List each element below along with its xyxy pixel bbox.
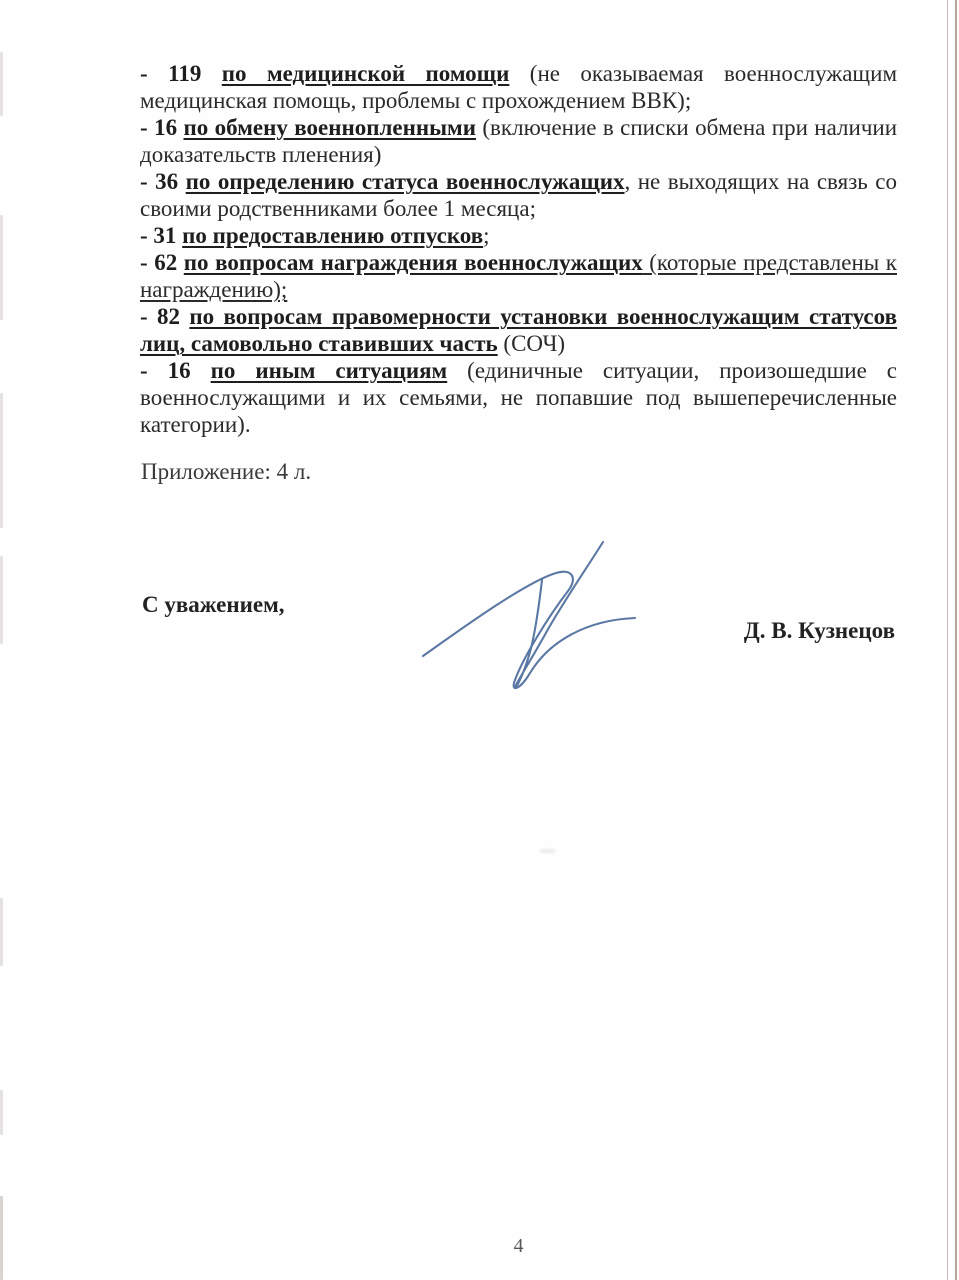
item-title: по обмену военнопленными xyxy=(183,115,476,140)
item-text: ; xyxy=(483,223,490,248)
page-number: 4 xyxy=(513,1235,524,1257)
item-count: - 36 xyxy=(140,169,186,194)
item-title: по вопросам награждения военнослужащих xyxy=(183,250,643,275)
scan-edge-mark xyxy=(0,215,3,320)
list-item-other-situations xyxy=(140,357,897,438)
item-text: (не оказываемая военнослужащим медицинская помощь, проблемы с прохождением ВВК); xyxy=(140,61,897,113)
list-item-awards xyxy=(140,249,897,303)
scan-edge-mark xyxy=(0,898,3,966)
item-title: по определению статуса военнослужащих xyxy=(185,169,625,194)
item-title: по предоставлению отпусков xyxy=(182,223,484,248)
signature-image xyxy=(416,534,646,692)
item-count: - 82 xyxy=(140,304,190,329)
scan-line-artifact xyxy=(947,0,948,1280)
item-count: - 16 xyxy=(140,115,184,140)
scan-edge-mark xyxy=(0,393,3,528)
list-item-status-determination xyxy=(140,168,897,222)
attachment-note: Приложение: 4 л. xyxy=(141,459,312,484)
closing-salutation: С уважением, xyxy=(142,592,285,617)
item-title: по медицинской помощи xyxy=(221,61,510,86)
list-item-pow-exchange xyxy=(140,114,897,168)
scan-edge-mark xyxy=(0,1090,3,1135)
list-item-leave-provision xyxy=(140,222,897,249)
scan-line-artifact xyxy=(955,0,957,1280)
item-count: - 119 xyxy=(140,61,222,86)
scan-edge-mark xyxy=(0,556,3,644)
item-title: по иным ситуациям xyxy=(210,358,448,383)
item-title: по вопросам правомерности установки военнослужащим статусов лиц, самовольно ставивших часть xyxy=(140,304,897,356)
item-count: - 31 xyxy=(140,223,183,248)
signer-name: Д. В. Кузнецов xyxy=(743,618,895,643)
item-text: (СОЧ) xyxy=(497,331,566,356)
item-count: - 62 xyxy=(140,250,184,275)
item-text: (включение в списки обмена при наличии доказательств пленения) xyxy=(140,115,897,167)
scan-edge-mark xyxy=(0,52,3,116)
letter-body xyxy=(140,60,897,438)
item-underlined-note: (которые представлены к награждению); xyxy=(140,250,897,302)
scan-smudge-artifact xyxy=(540,849,555,853)
item-text: (единичные ситуации, произошедшие с военнослужащими и их семьями, не попавшие под вышеперечисленные категории). xyxy=(140,358,897,437)
scan-edge-mark xyxy=(0,1196,3,1280)
list-item-medical-aid xyxy=(140,60,897,114)
list-item-soch-status xyxy=(140,303,897,357)
item-text: , не выходящих на связь со своими родственниками более 1 месяца; xyxy=(140,169,897,221)
item-count: - 16 xyxy=(140,358,211,383)
